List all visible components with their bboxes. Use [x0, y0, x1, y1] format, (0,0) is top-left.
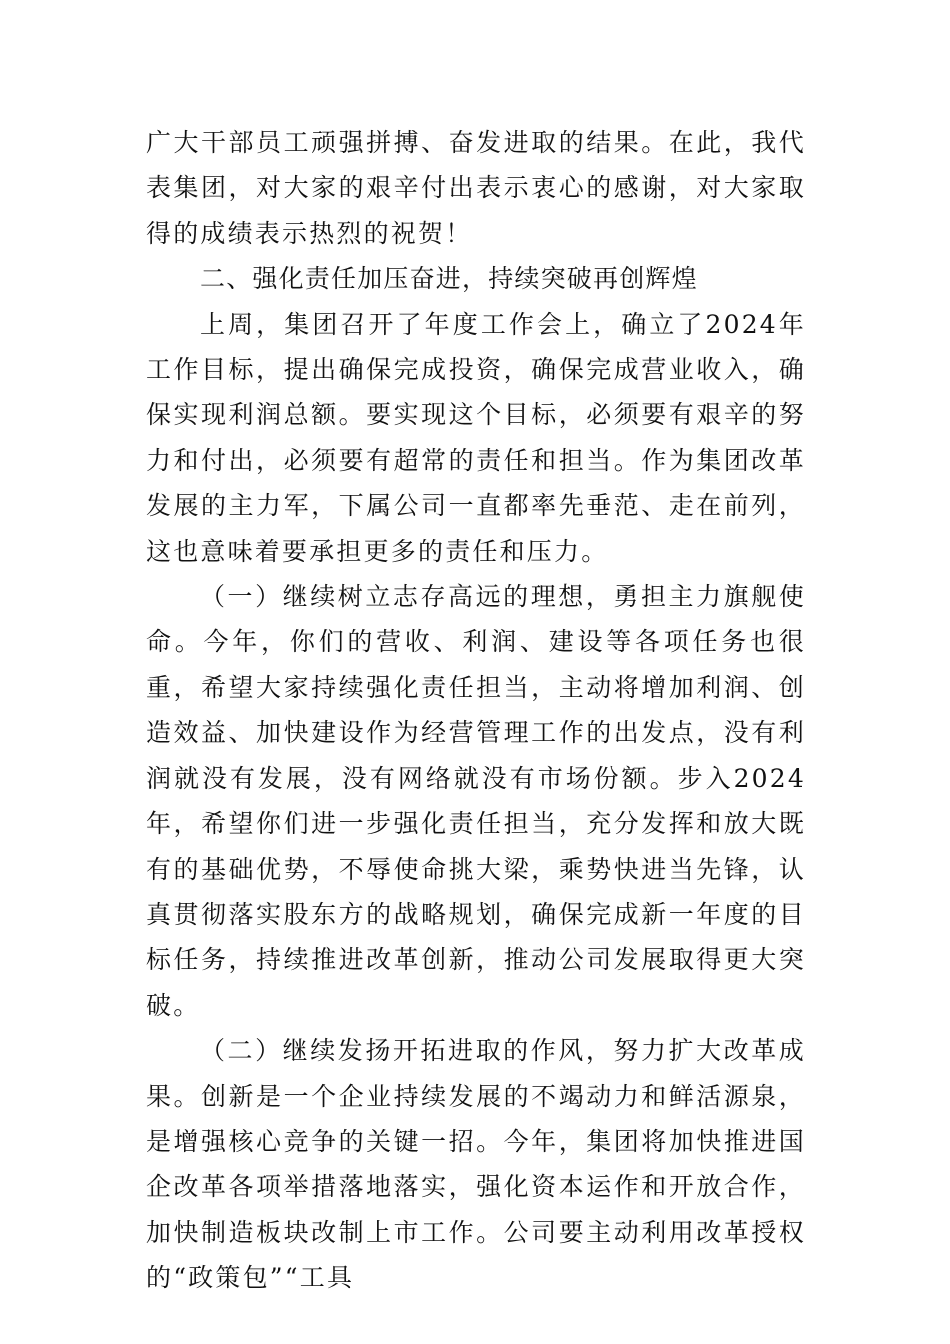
paragraph-work-meeting: 上周，集团召开了年度工作会上，确立了2024年工作目标，提出确保完成投资，确保完成营业收入，确保实现利润总额。要实现这个目标，必须要有艰辛的努力和付出，必须要有超常的责任和担当。作为集团改革发展的主力军，下属公司一直都率先垂范、走在前列，这也意味着要承担更多的责任和压力。	[146, 309, 806, 566]
paragraph-continuation: 广大干部员工顽强拼搏、奋发进取的结果。在此，我代表集团，对大家的艰辛付出表示衷心的感谢，对大家取得的成绩表示热烈的祝贺！	[146, 128, 806, 248]
paragraph-item-1	[146, 574, 806, 1028]
item-1-body: 今年，你们的营收、利润、建设等各项任务也很重，希望大家持续强化责任担当，主动将增加利润、创造效益、加快建设作为经营管理工作的出发点，没有利润就没有发展，没有网络就没有市场份额。步入2024年，希望你们进一步强化责任担当，充分发挥和放大既有的基础优势，不辱使命挑大梁，乘势快进当先锋，认真贯彻落实股东方的战略规划，确保完成新一年度的目标任务，持续推进改革创新，推动公司发展取得更大突破。	[146, 627, 806, 1020]
paragraph-item-2	[146, 1028, 806, 1300]
item-2-body: 创新是一个企业持续发展的不竭动力和鲜活源泉，是增强核心竞争的关键一招。今年，集团将加快推进国企改革各项举措落地落实，强化资本运作和开放合作，加快制造板块改制上市工作。公司要主动利用改革授权的“政策包”“工具	[146, 1081, 806, 1293]
section-heading: 二、强化责任加压奋进，持续突破再创辉煌	[200, 264, 698, 294]
item-1-heading: （一）继续树立志存高远的理想，勇担主力旗舰使命。	[146, 582, 806, 657]
item-2-heading: （二）继续发扬开拓进取的作风，努力扩大改革成果。	[146, 1036, 806, 1111]
document-body	[146, 120, 806, 1301]
